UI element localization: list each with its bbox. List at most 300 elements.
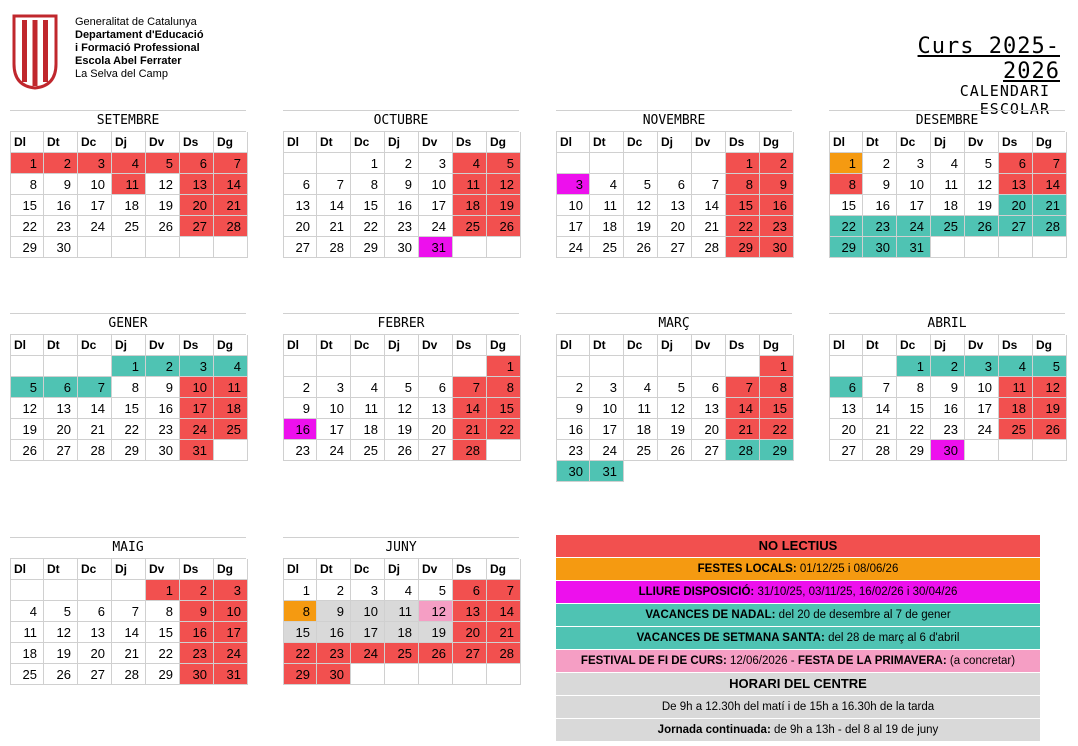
day-cell: 12: [419, 601, 453, 622]
day-cell: 7: [78, 377, 112, 398]
day-cell: 21: [863, 419, 897, 440]
day-cell: 6: [829, 377, 863, 398]
day-cell: 19: [10, 419, 44, 440]
weekday-header: Dc: [351, 335, 385, 356]
day-cell: 26: [624, 237, 658, 258]
weekday-header: Dl: [556, 335, 590, 356]
day-cell: 2: [283, 377, 317, 398]
day-cell: 4: [112, 153, 146, 174]
day-cell: 22: [351, 216, 385, 237]
day-cell: 18: [10, 643, 44, 664]
weekday-header: Dj: [931, 132, 965, 153]
empty-cell: [317, 153, 351, 174]
day-cell: 16: [556, 419, 590, 440]
empty-cell: [760, 461, 794, 482]
day-cell: 10: [180, 377, 214, 398]
day-cell: 8: [760, 377, 794, 398]
weekday-header: Ds: [180, 335, 214, 356]
empty-cell: [78, 237, 112, 258]
day-cell: 19: [146, 195, 180, 216]
month-grid: [556, 132, 792, 258]
day-cell: 31: [419, 237, 453, 258]
day-cell: 24: [419, 216, 453, 237]
day-cell: 19: [44, 643, 78, 664]
day-cell: 27: [692, 440, 726, 461]
weekday-header: Dv: [419, 335, 453, 356]
day-cell: 19: [658, 419, 692, 440]
day-cell: 12: [385, 398, 419, 419]
day-cell: 15: [897, 398, 931, 419]
legend-lliure-label: LLIURE DISPOSICIÓ:: [638, 586, 755, 598]
day-cell: 27: [453, 643, 487, 664]
day-cell: 11: [385, 601, 419, 622]
weekday-header: Dg: [487, 335, 521, 356]
empty-cell: [556, 356, 590, 377]
day-cell: 13: [453, 601, 487, 622]
day-cell: 20: [283, 216, 317, 237]
weekday-header: Dj: [385, 132, 419, 153]
weekday-header: Ds: [180, 132, 214, 153]
day-cell: 3: [317, 377, 351, 398]
empty-cell: [180, 237, 214, 258]
empty-cell: [590, 153, 624, 174]
day-cell: 10: [419, 174, 453, 195]
weekday-header: Dc: [78, 132, 112, 153]
day-cell: 24: [180, 419, 214, 440]
weekday-header: Dc: [78, 335, 112, 356]
day-cell: 29: [726, 237, 760, 258]
day-cell: 19: [419, 622, 453, 643]
day-cell: 8: [487, 377, 521, 398]
day-cell: 18: [351, 419, 385, 440]
empty-cell: [112, 580, 146, 601]
day-cell: 26: [10, 440, 44, 461]
weekday-header: Dv: [419, 132, 453, 153]
legend-vacances-nadal: [556, 604, 1040, 626]
empty-cell: [10, 580, 44, 601]
day-cell: 1: [829, 153, 863, 174]
day-cell: 7: [1033, 153, 1067, 174]
empty-cell: [692, 461, 726, 482]
weekday-header: Dg: [760, 132, 794, 153]
empty-cell: [624, 461, 658, 482]
day-cell: 5: [624, 174, 658, 195]
day-cell: 30: [863, 237, 897, 258]
day-cell: 10: [78, 174, 112, 195]
empty-cell: [658, 461, 692, 482]
empty-cell: [487, 440, 521, 461]
day-cell: 28: [1033, 216, 1067, 237]
day-cell: 25: [351, 440, 385, 461]
day-cell: 31: [897, 237, 931, 258]
day-cell: 21: [214, 195, 248, 216]
month-grid: [10, 335, 246, 461]
day-cell: 15: [10, 195, 44, 216]
day-cell: 18: [453, 195, 487, 216]
day-cell: 28: [726, 440, 760, 461]
day-cell: 16: [180, 622, 214, 643]
day-cell: 8: [146, 601, 180, 622]
weekday-header: Dt: [317, 132, 351, 153]
weekday-header: Dg: [214, 335, 248, 356]
day-cell: 31: [590, 461, 624, 482]
day-cell: 1: [146, 580, 180, 601]
day-cell: 13: [180, 174, 214, 195]
day-cell: 9: [180, 601, 214, 622]
empty-cell: [419, 664, 453, 685]
day-cell: 6: [180, 153, 214, 174]
day-cell: 22: [112, 419, 146, 440]
day-cell: 13: [999, 174, 1033, 195]
day-cell: 26: [658, 440, 692, 461]
day-cell: 2: [931, 356, 965, 377]
legend-primavera-value: (a concretar): [949, 655, 1016, 667]
day-cell: 24: [897, 216, 931, 237]
weekday-header: Dl: [556, 132, 590, 153]
day-cell: 17: [590, 419, 624, 440]
day-cell: 2: [863, 153, 897, 174]
month-grid: [10, 559, 246, 685]
weekday-header: Dl: [10, 335, 44, 356]
day-cell: 8: [897, 377, 931, 398]
empty-cell: [965, 440, 999, 461]
day-cell: 12: [44, 622, 78, 643]
day-cell: 17: [317, 419, 351, 440]
legend-jornada-value: de 9h a 13h - del 8 al 19 de juny: [773, 724, 939, 736]
legend-festival-value: 12/06/2026 -: [730, 655, 795, 667]
day-cell: 17: [965, 398, 999, 419]
month-grid: [829, 132, 1065, 258]
day-cell: 11: [112, 174, 146, 195]
day-cell: 3: [419, 153, 453, 174]
weekday-header: Dg: [487, 132, 521, 153]
day-cell: 9: [283, 398, 317, 419]
day-cell: 15: [283, 622, 317, 643]
empty-cell: [487, 237, 521, 258]
day-cell: 6: [658, 174, 692, 195]
day-cell: 5: [146, 153, 180, 174]
weekday-header: Dc: [624, 335, 658, 356]
empty-cell: [624, 356, 658, 377]
empty-cell: [44, 580, 78, 601]
day-cell: 1: [487, 356, 521, 377]
weekday-header: Ds: [726, 132, 760, 153]
day-cell: 27: [44, 440, 78, 461]
weekday-header: Dg: [1033, 132, 1067, 153]
day-cell: 15: [760, 398, 794, 419]
weekday-header: Dl: [283, 335, 317, 356]
day-cell: 25: [214, 419, 248, 440]
day-cell: 23: [863, 216, 897, 237]
weekday-header: Dj: [658, 132, 692, 153]
day-cell: 11: [931, 174, 965, 195]
day-cell: 1: [897, 356, 931, 377]
empty-cell: [692, 153, 726, 174]
day-cell: 13: [692, 398, 726, 419]
day-cell: 25: [385, 643, 419, 664]
day-cell: 28: [214, 216, 248, 237]
weekday-header: Dc: [897, 132, 931, 153]
day-cell: 17: [897, 195, 931, 216]
empty-cell: [1033, 440, 1067, 461]
day-cell: 19: [965, 195, 999, 216]
day-cell: 29: [760, 440, 794, 461]
day-cell: 21: [112, 643, 146, 664]
day-cell: 12: [658, 398, 692, 419]
day-cell: 9: [931, 377, 965, 398]
weekday-header: Dt: [44, 559, 78, 580]
weekday-header: Dt: [590, 132, 624, 153]
organization-block: [75, 16, 204, 81]
day-cell: 18: [385, 622, 419, 643]
day-cell: 24: [78, 216, 112, 237]
day-cell: 24: [317, 440, 351, 461]
day-cell: 30: [317, 664, 351, 685]
day-cell: 6: [453, 580, 487, 601]
day-cell: 2: [180, 580, 214, 601]
day-cell: 22: [726, 216, 760, 237]
empty-cell: [385, 356, 419, 377]
month-title: GENER: [10, 313, 246, 335]
empty-cell: [146, 237, 180, 258]
empty-cell: [590, 356, 624, 377]
day-cell: 10: [214, 601, 248, 622]
weekday-header: Dv: [146, 335, 180, 356]
day-cell: 12: [487, 174, 521, 195]
day-cell: 6: [692, 377, 726, 398]
day-cell: 14: [692, 195, 726, 216]
weekday-header: Ds: [180, 559, 214, 580]
weekday-header: Ds: [453, 559, 487, 580]
day-cell: 16: [385, 195, 419, 216]
day-cell: 20: [453, 622, 487, 643]
day-cell: 14: [863, 398, 897, 419]
day-cell: 23: [44, 216, 78, 237]
day-cell: 1: [283, 580, 317, 601]
empty-cell: [829, 356, 863, 377]
day-cell: 1: [10, 153, 44, 174]
legend-santa-label: VACANCES DE SETMANA SANTA:: [636, 632, 825, 644]
day-cell: 10: [351, 601, 385, 622]
empty-cell: [999, 237, 1033, 258]
day-cell: 23: [385, 216, 419, 237]
empty-cell: [214, 237, 248, 258]
day-cell: 4: [10, 601, 44, 622]
day-cell: 25: [999, 419, 1033, 440]
month-octubre: [283, 110, 519, 258]
month-title: JUNY: [283, 537, 519, 559]
empty-cell: [1033, 237, 1067, 258]
day-cell: 3: [351, 580, 385, 601]
day-cell: 31: [180, 440, 214, 461]
day-cell: 7: [317, 174, 351, 195]
day-cell: 18: [931, 195, 965, 216]
day-cell: 12: [965, 174, 999, 195]
month-abril: [829, 313, 1065, 461]
day-cell: 17: [214, 622, 248, 643]
day-cell: 30: [180, 664, 214, 685]
day-cell: 19: [1033, 398, 1067, 419]
day-cell: 13: [44, 398, 78, 419]
day-cell: 25: [590, 237, 624, 258]
day-cell: 2: [556, 377, 590, 398]
month-març: [556, 313, 792, 482]
empty-cell: [453, 664, 487, 685]
day-cell: 20: [692, 419, 726, 440]
day-cell: 28: [78, 440, 112, 461]
weekday-header: Dc: [78, 559, 112, 580]
legend-santa-value: del 28 de març al 6 d'abril: [828, 632, 960, 644]
day-cell: 20: [419, 419, 453, 440]
legend-nadal-label: VACANCES DE NADAL:: [645, 609, 776, 621]
weekday-header: Dv: [419, 559, 453, 580]
day-cell: 14: [1033, 174, 1067, 195]
day-cell: 13: [419, 398, 453, 419]
month-setembre: [10, 110, 246, 258]
empty-cell: [692, 356, 726, 377]
day-cell: 20: [999, 195, 1033, 216]
day-cell: 5: [487, 153, 521, 174]
day-cell: 15: [487, 398, 521, 419]
day-cell: 17: [556, 216, 590, 237]
day-cell: 5: [385, 377, 419, 398]
day-cell: 28: [112, 664, 146, 685]
empty-cell: [78, 356, 112, 377]
day-cell: 12: [146, 174, 180, 195]
day-cell: 30: [556, 461, 590, 482]
day-cell: 13: [283, 195, 317, 216]
weekday-header: Dv: [965, 132, 999, 153]
day-cell: 25: [931, 216, 965, 237]
day-cell: 25: [10, 664, 44, 685]
weekday-header: Dt: [44, 335, 78, 356]
day-cell: 13: [658, 195, 692, 216]
month-grid: [829, 335, 1065, 461]
day-cell: 4: [453, 153, 487, 174]
day-cell: 21: [78, 419, 112, 440]
day-cell: 22: [897, 419, 931, 440]
day-cell: 27: [283, 237, 317, 258]
day-cell: 27: [78, 664, 112, 685]
day-cell: 4: [999, 356, 1033, 377]
day-cell: 5: [44, 601, 78, 622]
weekday-header: Dj: [658, 335, 692, 356]
day-cell: 16: [760, 195, 794, 216]
day-cell: 19: [624, 216, 658, 237]
weekday-header: Ds: [453, 335, 487, 356]
empty-cell: [556, 153, 590, 174]
weekday-header: Dl: [283, 132, 317, 153]
day-cell: 5: [965, 153, 999, 174]
day-cell: 4: [351, 377, 385, 398]
legend-nadal-value: del 20 de desembre al 7 de gener: [778, 609, 951, 621]
day-cell: 11: [590, 195, 624, 216]
weekday-header: Dg: [760, 335, 794, 356]
day-cell: 2: [44, 153, 78, 174]
day-cell: 26: [487, 216, 521, 237]
empty-cell: [658, 153, 692, 174]
day-cell: 8: [829, 174, 863, 195]
month-grid: [283, 132, 519, 258]
month-title: MARÇ: [556, 313, 792, 335]
day-cell: 20: [658, 216, 692, 237]
legend-festes-label: FESTES LOCALS:: [697, 563, 797, 575]
day-cell: 23: [556, 440, 590, 461]
day-cell: 3: [180, 356, 214, 377]
month-desembre: [829, 110, 1065, 258]
day-cell: 23: [931, 419, 965, 440]
weekday-header: Dl: [283, 559, 317, 580]
day-cell: 26: [385, 440, 419, 461]
day-cell: 2: [317, 580, 351, 601]
day-cell: 6: [283, 174, 317, 195]
day-cell: 8: [283, 601, 317, 622]
day-cell: 14: [78, 398, 112, 419]
weekday-header: Dl: [10, 559, 44, 580]
empty-cell: [283, 153, 317, 174]
day-cell: 11: [351, 398, 385, 419]
day-cell: 29: [10, 237, 44, 258]
day-cell: 23: [283, 440, 317, 461]
day-cell: 5: [1033, 356, 1067, 377]
day-cell: 23: [180, 643, 214, 664]
day-cell: 20: [44, 419, 78, 440]
weekday-header: Dv: [146, 559, 180, 580]
month-title: OCTUBRE: [283, 110, 519, 132]
day-cell: 18: [624, 419, 658, 440]
day-cell: 7: [453, 377, 487, 398]
day-cell: 13: [829, 398, 863, 419]
day-cell: 12: [624, 195, 658, 216]
day-cell: 24: [351, 643, 385, 664]
day-cell: 3: [965, 356, 999, 377]
day-cell: 11: [453, 174, 487, 195]
empty-cell: [385, 664, 419, 685]
day-cell: 24: [965, 419, 999, 440]
day-cell: 3: [214, 580, 248, 601]
org-line-department-2: i Formació Professional: [75, 42, 200, 54]
weekday-header: Dl: [829, 132, 863, 153]
day-cell: 2: [385, 153, 419, 174]
day-cell: 8: [10, 174, 44, 195]
weekday-header: Dv: [965, 335, 999, 356]
empty-cell: [999, 440, 1033, 461]
day-cell: 17: [419, 195, 453, 216]
legend-horari-text: De 9h a 12.30h del matí i de 15h a 16.30h de la tarda: [556, 696, 1040, 718]
day-cell: 3: [590, 377, 624, 398]
month-title: FEBRER: [283, 313, 519, 335]
day-cell: 29: [351, 237, 385, 258]
legend-festival: [556, 650, 1040, 672]
weekday-header: Dt: [590, 335, 624, 356]
day-cell: 30: [385, 237, 419, 258]
day-cell: 21: [726, 419, 760, 440]
empty-cell: [283, 356, 317, 377]
day-cell: 6: [44, 377, 78, 398]
day-cell: 8: [112, 377, 146, 398]
empty-cell: [112, 237, 146, 258]
empty-cell: [317, 356, 351, 377]
weekday-header: Dt: [863, 132, 897, 153]
day-cell: 15: [726, 195, 760, 216]
day-cell: 23: [760, 216, 794, 237]
org-line-school: Escola Abel Ferrater: [75, 55, 182, 67]
day-cell: 30: [146, 440, 180, 461]
legend-primavera-label: FESTA DE LA PRIMAVERA:: [797, 655, 947, 667]
empty-cell: [863, 356, 897, 377]
day-cell: 1: [726, 153, 760, 174]
day-cell: 9: [146, 377, 180, 398]
